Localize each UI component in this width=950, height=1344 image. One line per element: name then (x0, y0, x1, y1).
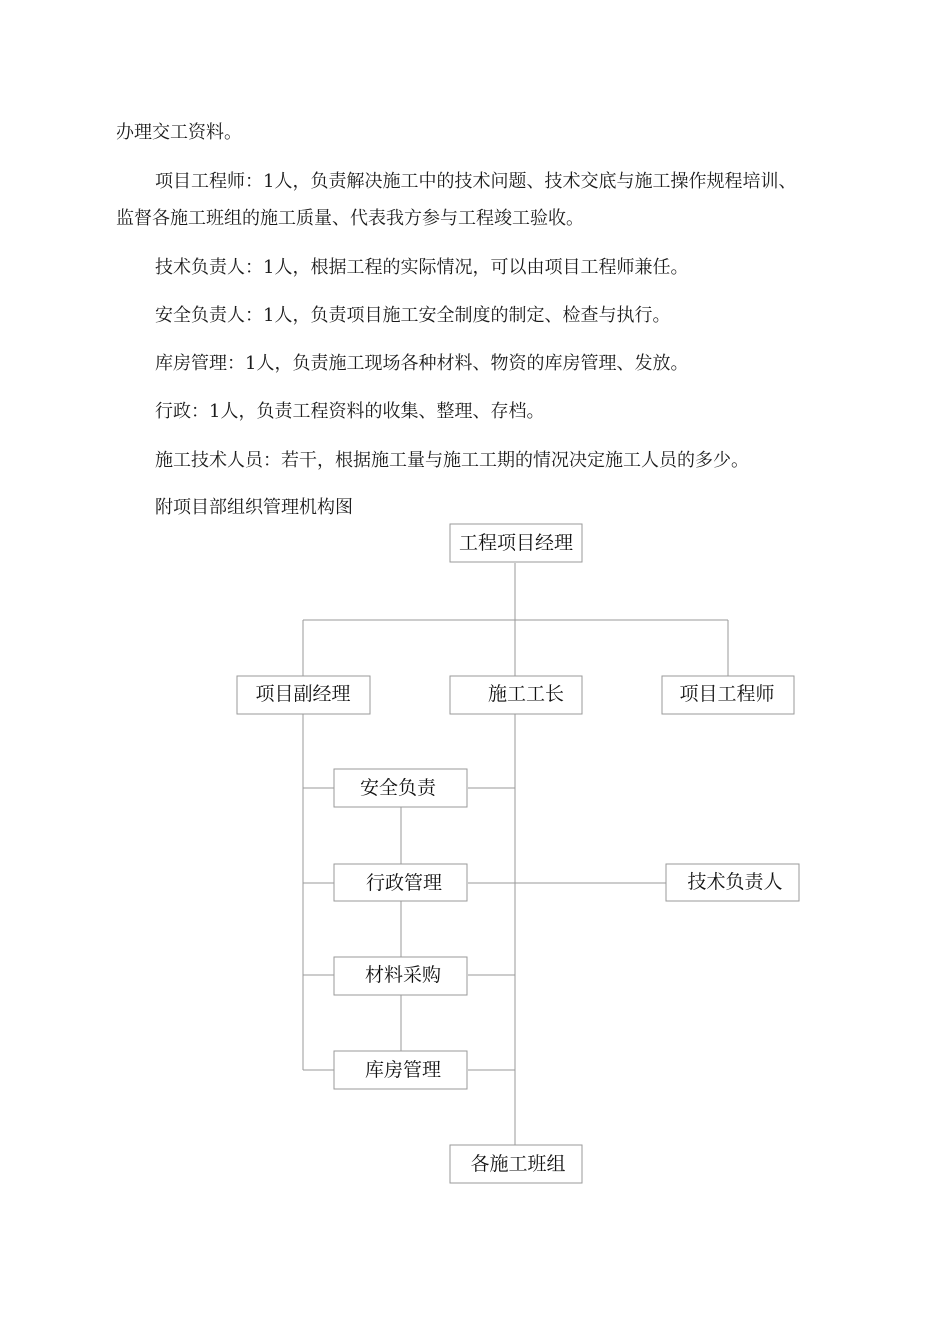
paragraph-2: 项目工程师：1人，负责解决施工中的技术问题、技术交底与施工操作规程培训、 (155, 171, 797, 192)
node-admin (334, 864, 467, 901)
node-safety-label: 安全负责 (359, 777, 437, 799)
paragraph-1: 办理交工资料。 (116, 122, 242, 143)
node-safety (334, 769, 467, 807)
node-admin-label: 行政管理 (365, 872, 443, 894)
node-tech-lead (666, 864, 799, 901)
paragraph-5: 安全负责人：1人，负责项目施工安全制度的制定、检查与执行。 (155, 305, 671, 326)
node-tech-lead-label: 技术负责人 (687, 871, 783, 893)
node-teams-label: 各施工班组 (470, 1153, 566, 1175)
node-teams (450, 1145, 582, 1183)
paragraph-6: 库房管理：1人，负责施工现场各种材料、物资的库房管理、发放。 (155, 353, 689, 374)
paragraph-4: 技术负责人：1人，根据工程的实际情况，可以由项目工程师兼任。 (155, 257, 689, 278)
paragraph-7: 行政：1人，负责工程资料的收集、整理、存档。 (155, 401, 545, 422)
node-warehouse (334, 1051, 467, 1089)
node-deputy-manager (237, 676, 370, 714)
node-purchase (334, 957, 467, 995)
node-foreman-label: 施工工长 (487, 683, 565, 705)
node-purchase-label: 材料采购 (364, 964, 442, 986)
node-warehouse-label: 库房管理 (364, 1059, 442, 1081)
chart-caption: 附项目部组织管理机构图 (155, 497, 353, 518)
paragraph-3: 监督各施工班组的施工质量、代表我方参与工程竣工验收。 (116, 208, 584, 229)
node-project-manager (450, 524, 582, 562)
paragraph-8: 施工技术人员：若干，根据施工量与施工工期的情况决定施工人员的多少。 (155, 450, 749, 471)
node-deputy-manager-label: 项目副经理 (255, 683, 351, 705)
node-project-manager-label: 工程项目经理 (458, 532, 574, 554)
node-project-engineer-label: 项目工程师 (679, 683, 775, 705)
node-foreman (450, 676, 582, 714)
node-project-engineer (662, 676, 794, 714)
